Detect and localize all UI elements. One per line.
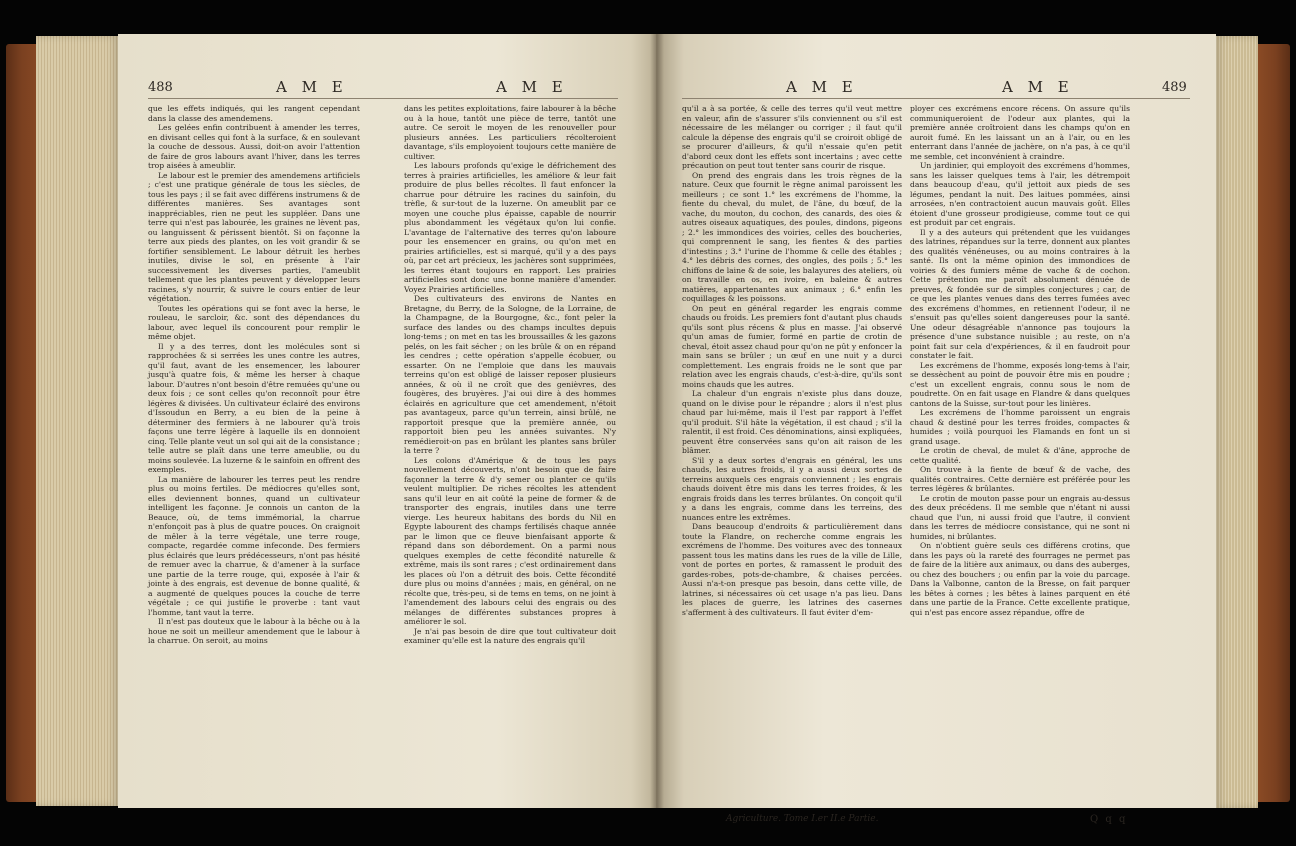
running-head-right-col1: A M E [786, 78, 858, 96]
header-rule-left [148, 98, 618, 99]
text-column-4 [910, 104, 1130, 784]
paragraph: La chaleur d'un engrais n'existe plus dans douze, quand on le divise pour le répandre ; alors il n'est plus chaud par lui-même, mais il l'est par rapport à l'effet qu'il produit. S'il hâte la végétation, il est chaud ; s'il la ralentit, il est froid. Ces dénominations, ainsi expliquées, peuvent être conservées sans qu'on ait raison de les blâmer. [682, 389, 902, 455]
paragraph: que les effets indiqués, qui les rangent cependant dans la classe des amendemens. [148, 104, 360, 123]
text-column-3 [682, 104, 902, 784]
running-head-right-col2: A M E [1002, 78, 1074, 96]
paragraph: qu'il a à sa portée, & celle des terres qu'il veut mettre en valeur, afin de s'assurer s'ils conviennent ou s'il est nécessaire de les mélanger ou corriger ; il faut qu'il calcule la dépense des engrais qu'il se croiroit obligé de se procurer d'ailleurs, & qu'il n'essaie qu'en petit d'abord ceux dont les effets sont incertains ; avec cette précaution on peut tout tenter sans courir de risque. [682, 104, 902, 170]
right-page [656, 34, 1216, 825]
running-head-left-col2: A M E [496, 78, 568, 96]
paragraph: S'il y a deux sortes d'engrais en général, les uns chauds, les autres froids, il y a aussi deux sortes de terreins auxquels ces engrais conviennent ; les engrais chauds doivent être mis dans les terres froides, & les engrais froids dans les terres brûlantes. On conçoit qu'il y a dans les engrais, comme dans les terreins, des nuances entre les extrêmes. [682, 455, 902, 522]
paragraph: Toutes les opérations qui se font avec la herse, le rouleau, le sarcloir, &c. sont des dépendances du labour, avec lequel ils concourent pour remplir le même objet. [148, 303, 360, 341]
paragraph: Les labours profonds qu'exige le défrichement des terres à prairies artificielles, les améliore & leur fait produire de plus belles récoltes. Il faut enfoncer la charrue pour détruire les racines du sainfoin, du trèfle, & sur-tout de la luzerne. On ameublit par ce moyen une couche plus épaisse, capable de nourrir plus abondamment les végétaux qu'on lui confie. L'avantage de l'alternative des terres qu'on laboure pour les ensemencer en grains, ou qu'on met en prairies artificielles, est si marqué, qu'il y a des pays où, par cet art précieux, les jachères sont supprimées, les terres étant toujours en rapport. Les prairies artificielles sont donc une bonne manière d'amender. Voyez Prairies artificielles. [404, 161, 616, 294]
right-cover [1254, 44, 1290, 802]
page-number-right: 489 [1162, 80, 1187, 95]
paragraph: Il y a des terres, dont les molécules sont si rapprochées & si serrées les unes contre les autres, qu'il faut, avant de les ensemencer, les labourer jusqu'à quatre fois, & même les herser à chaque labour. D'autres n'ont besoin d'être remuées qu'une ou deux fois ; ce sont celles qu'on reconnoît pour être légères & divisées. Un cultivateur éclairé des environs d'Issoudun en Berry, a eu bien de la peine à déterminer des fermiers à ne labourer qu'à trois façons une terre légère à laquelle ils en donnoient cinq. Telle plante veut un sol qui ait de la consistance ; telle autre se plaît dans une terre ameublie, ou du moins soulevée. La luzerne & le sainfoin en offrent des exemples. [148, 341, 360, 474]
paragraph: Les excrémens de l'homme, exposés long-tems à l'air, se dessèchent au point de pouvoir être mis en poudre ; c'est un excellent engrais, connu sous le nom de poudrette. On en fait usage en Flandre & dans quelques cantons de la Suisse, sur-tout pour les linières. [910, 360, 1130, 408]
book-gutter [650, 34, 664, 808]
signature-mark: Q q q [1090, 814, 1128, 825]
paragraph: Il y a des auteurs qui prétendent que les vuidanges des latrines, répandues sur la terre, donnent aux plantes des qualités vénéneuses, ou au moins contraires à la santé. Ils ont la même opinion des immondices de voiries & des fumiers même de vache & de cochon. Cette prétention me paroît absolument dénuée de preuves, & fondée sur de simples conjectures ; car, de ce que les plantes venues dans des terres fumées avec des excrémens d'hommes, en retiennent l'odeur, il ne s'ensuit pas qu'elles soient dangereuses pour la santé. Une odeur désagréable n'annonce pas toujours la présence d'une substance nuisible ; au reste, on n'a point fait sur cela d'expériences, & il en faudroit pour constater le fait. [910, 227, 1130, 360]
paragraph: On n'obtient guère seuls ces différens crotins, que dans les pays où la rareté des fourrages ne permet pas de faire de la litière aux animaux, ou dans des auberges, ou chez des bouchers ; ou enfin par la voie du parcage. Dans la Valbonne, canton de la Bresse, on fait parquer les bêtes à cornes ; les bêtes à laines parquent en été dans une partie de la France. Cette excellente pratique, qui n'est pas encore assez répandue, offre de [910, 541, 1130, 617]
paragraph: Je n'ai pas besoin de dire que tout cultivateur doit examiner qu'elle est la nature des engrais qu'il [404, 626, 616, 645]
paragraph: Il n'est pas douteux que le labour à la bêche ou à la houe ne soit un meilleur amendement que le labour à la charrue. On seroit, au moins [148, 617, 360, 645]
text-column-2 [404, 104, 616, 784]
paragraph: On peut en général regarder les engrais comme chauds ou froids. Les premiers font d'autant plus chauds qu'ils sont plus récens & plus en masse. J'ai observé qu'un amas de fumier, formé en partie de crotin de cheval, étoit assez chaud pour qu'on ne pût y enfoncer la main sans se brûler ; un œuf en une nuit y a durci complettement. Les engrais froids ne le sont que par relation avec les engrais chauds, c'est-à-dire, qu'ils sont moins chauds que les autres. [682, 303, 902, 389]
paragraph: Le crotin de cheval, de mulet & d'âne, approche de cette qualité. [910, 446, 1130, 465]
header-rule-right [682, 98, 1190, 99]
right-page-edges [1214, 36, 1258, 808]
paragraph: Le labour est le premier des amendemens artificiels ; c'est une pratique générale de tous les siècles, de tous les pays ; il se fait avec différens instrumens & de différentes manières. Ses avantages sont inappréciables, rien ne peut les suppléer. Dans une terre qui n'est pas labourée, les graines ne lèvent pas, ou languissent & périssent bientôt. Si on façonne la terre aux pieds des plantes, on les voit grandir & se fortifier sensiblement. Le labour détruit les herbes inutiles, divise le sol, en présente à l'air successivement les diverses parties, l'ameublit tellement que les plantes peuvent y développer leurs racines, s'y nourrir, & suivre le cours entier de leur végétation. [148, 170, 360, 303]
left-page [118, 34, 658, 808]
paragraph: Dans beaucoup d'endroits & particulièrement dans toute la Flandre, on recherche comme engrais les excrémens de l'homme. Des voitures avec des tonneaux passent tous les matins dans les rues de la ville de Lille, vont de portes en portes, & ramassent le produit des gardes-robes, pots-de-chambre, & chaises percées. Aussi n'a-t-on presque pas besoin, dans cette ville, de latrines, si nécessaires où cet usage n'a pas lieu. Dans les places de guerre, les latrines des casernes s'afferment à des cultivateurs. Il faut éviter d'em- [682, 522, 902, 617]
paragraph: Les colons d'Amérique & de tous les pays nouvellement découverts, n'ont besoin que de faire façonner la terre & d'y semer ou planter ce qu'ils veulent multiplier. De riches récoltes les attendent sans qu'il leur en ait coûté la peine de former & de transporter des engrais, inutiles dans une terre vierge. Les heureux habitans des bords du Nil en Egypte labourent des champs fertilisés chaque année par le limon que ce fleuve bienfaisant apporte & répand dans son débordement. On a parmi nous quelques exemples de cette fécondité naturelle & extrême, mais ils sont rares ; c'est ordinairement dans les places où l'on a détruit des bois. Cette fécondité dure plus ou moins d'années ; mais, en général, on ne récolte que, très-peu, si de tems en tems, on ne joint à l'amendement des labours celui des engrais ou des mélanges de différentes substances propres à améliorer le sol. [404, 455, 616, 626]
paragraph: Des cultivateurs des environs de Nantes en Bretagne, du Berry, de la Sologne, de la Lorraine, de la Champagne, de la Bourgogne, &c., font peler la surface des landes ou des champs incultes depuis long-tems ; on met en tas les broussailles & les gazons pelés, on les fait sécher ; on les brûle & on en répand les cendres ; cette opération s'appelle écobuer, ou essarter. On ne l'emploie que dans les mauvais terreins qu'on est obligé de laisser reposer plusieurs années, & où il ne croît que des genièvres, des fougères, des bruyères. J'ai oui dire à des hommes éclairés en agriculture que cet amendement, n'étoit pas avantageux, parce qu'un terrein, ainsi brûlé, ne rapportoit presque que la première année, ou rapportoit bien peu les années suivantes. N'y remédieroit-on pas en brûlant les plantes sans brûler la terre ? [404, 294, 616, 455]
running-head-left-col1: A M E [276, 78, 348, 96]
paragraph: La manière de labourer les terres peut les rendre plus ou moins fertiles. De médiocres qu'elles sont, elles deviennent bonnes, quand un cultivateur intelligent les façonne. Je connois un canton de la Beauce, où, de tems immémorial, la charrue n'enfonçoit pas à plus de quatre pouces. On craignoit de mêler à la terre végétale, une terre rouge, compacte, regardée comme infeconde. Des fermiers plus éclairés que leurs prédécesseurs, n'ont pas hésité de remuer avec la charrue, & d'amener à la surface une partie de la terre rouge, qui, exposée à l'air & jointe à des engrais, est devenue de bonne qualité, & a augmenté de quelques pouces la couche de terre végétale ; ce qui justifie le proverbe : tant vaut l'homme, tant vaut la terre. [148, 474, 360, 617]
text-column-1 [148, 104, 360, 784]
paragraph: dans les petites exploitations, faire labourer à la bêche ou à la houe, tantôt une pièce de terre, tantôt une autre. Ce seroit le moyen de les renouveller pour plusieurs années. Les particuliers récolteroient davantage, s'ils employoient toujours cette manière de cultiver. [404, 104, 616, 161]
paragraph: On trouve à la fiente de bœuf & de vache, des qualités contraires. Cette dernière est préférée pour les terres légères & brûlantes. [910, 465, 1130, 493]
footer-volume-title: Agriculture. Tome I.er II.e Partie. [726, 814, 879, 824]
paragraph: Les gelées enfin contribuent à amender les terres, en divisant celles qui font à la surface, & en soulevant la couche de dessous. Aussi, doit-on avoir l'attention de faire de gros labours avant l'hiver, dans les terres trop aisées à ameublir. [148, 123, 360, 170]
left-page-edges [36, 36, 120, 806]
paragraph: ployer ces excrémens encore récens. On assure qu'ils communiqueroient de l'odeur aux plantes, qui la première année croîtroient dans les champs qu'on en auroit fumé. En les laissant un an à l'air, ou en les enterrant dans l'année de jachère, on n'a pas, à ce qu'il me semble, cet inconvénient à craindre. [910, 104, 1130, 161]
paragraph: On prend des engrais dans les trois règnes de la nature. Ceux que fournit le règne animal paroissent les meilleurs ; ce sont 1.° les excrémens de l'homme, la fiente du cheval, du mulet, de l'âne, du bœuf, de la vache, du mouton, du cochon, des canards, des oies & autres oiseaux aquatiques, des poules, dindons, pigeons ; 2.° les immondices des voiries, celles des boucheries, qui comprennent le sang, les fientes & des parties d'intestins ; 3.° l'urine de l'homme & celle des étables ; 4.° les débris des cornes, des ongles, des poils ; 5.° les chiffons de laine & de soie, les balayures des ateliers, où on travaille en os, en ivoire, en baleine & autres matières, appartenantes aux animaux ; 6.° enfin les coquillages & les poissons. [682, 170, 902, 303]
paragraph: Les excrémens de l'homme paroissent un engrais chaud & destiné pour les terres froides, compactes & humides ; voilà pourquoi les Flamands en font un si grand usage. [910, 408, 1130, 446]
paragraph: Le crotin de mouton passe pour un engrais au-dessus des deux précédens. Il me semble que n'étant ni aussi chaud que l'un, ni aussi froid que l'autre, il convient dans les terres de médiocre consistance, qui ne sont ni humides, ni brûlantes. [910, 493, 1130, 541]
paragraph: Un jardinier, qui employoit des excrémens d'hommes, sans les laisser quelques tems à l'air, les détrempoit dans beaucoup d'eau, qu'il jettoit aux pieds de ses légumes, pendant la nuit. Des laitues pommées, ainsi arrosées, n'en contractoient aucun mauvais goût. Elles étoient d'une grosseur prodigieuse, comme tout ce qui est produit par cet engrais. [910, 161, 1130, 227]
page-number-left: 488 [148, 80, 173, 95]
